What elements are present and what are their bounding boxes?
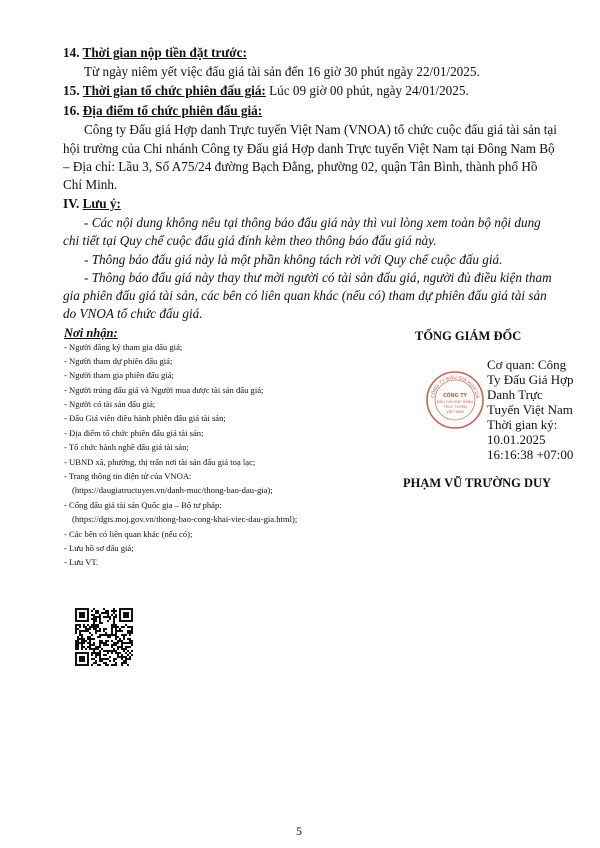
recipient-item: (https://dgts.moj.gov.vn/thong-bao-cong-khai-viec-dau-gia.html); [72, 514, 298, 524]
qr-code [75, 608, 133, 666]
section-14-heading [63, 44, 247, 61]
section-15-number: 15. [63, 83, 80, 98]
section-16-line-3: – Địa chỉ: Lầu 3, Số A75/24 đường Bạch Đằng, phường 02, quận Tân Bình, thành phố Hồ [63, 159, 538, 174]
note-1-line-2: chi tiết tại Quy chế cuộc đấu giá đính kèm theo thông báo đấu giá này. [63, 233, 437, 248]
section-16-title: Địa điểm tổ chức phiên đấu giá: [82, 103, 263, 118]
svg-text:CÔNG TY: CÔNG TY [443, 394, 467, 399]
note-3-line-3: do VNOA tổ chức đấu giá. [63, 306, 203, 321]
svg-text:VIỆT NAM: VIỆT NAM [446, 410, 464, 414]
recipient-item: - Lưu hồ sơ đấu giá; [64, 543, 134, 553]
recipient-item: - Người đăng ký tham gia đấu giá; [64, 342, 183, 352]
company-stamp [425, 370, 485, 430]
recipient-item: - Lưu VT. [64, 557, 99, 567]
recipient-item: - Địa điểm tổ chức phiên đấu giá tài sản; [64, 428, 204, 438]
section-16-heading [63, 102, 262, 119]
note-3-line-1: - Thông báo đấu giá này thay thư mời người có tài sản đấu giá, người đủ điều kiện tham [84, 270, 552, 285]
section-15-body: Lúc 09 giờ 00 phút, ngày 24/01/2025. [265, 83, 469, 98]
svg-text:TRỰC TUYẾN: TRỰC TUYẾN [443, 405, 467, 409]
sign-date: 10.01.2025 [487, 432, 546, 447]
section-iv-number: IV. [63, 196, 80, 211]
recipient-item: - Trang thông tin điện tử của VNOA: [64, 471, 192, 481]
recipient-item: - UBND xã, phường, thị trấn nơi tài sản đấu giá toạ lạc; [64, 457, 256, 467]
section-16-number: 16. [63, 103, 80, 118]
recipient-item: - Các bên có liên quan khác (nếu có); [64, 529, 193, 539]
note-2: - Thông báo đấu giá này là một phần không tách rời với Quy chế cuộc đấu giá. [84, 252, 503, 267]
section-iv-heading [63, 195, 121, 212]
signer-role: TỔNG GIÁM ĐỐC [415, 329, 522, 343]
signer-name: PHẠM VŨ TRƯỜNG DUY [403, 476, 552, 490]
section-14-number: 14. [63, 45, 80, 60]
recipients-title: Nơi nhận: [64, 326, 118, 340]
svg-text:ĐẤU GIÁ HỢP DANH: ĐẤU GIÁ HỢP DANH [436, 400, 474, 404]
recipient-item: - Người tham gia phiên đấu giá; [64, 370, 174, 380]
recipient-item: - Người trúng đấu giá và Người mua được tài sản đấu giá; [64, 385, 264, 395]
section-15 [63, 82, 469, 99]
sign-time: 16:16:38 +07:00 [487, 447, 574, 462]
recipient-item: - Tổ chức hành nghề đấu giá tài sản; [64, 442, 189, 452]
sign-agency-line-2: Ty Đấu Giá Hợp [487, 372, 574, 387]
recipient-item: - Cổng đấu giá tài sản Quốc gia – Bộ tư pháp: [64, 500, 222, 510]
svg-text:CÔNG TY ĐẤU GIÁ HỢP DANH: CÔNG TY ĐẤU GIÁ HỢP DA [431, 375, 479, 399]
recipient-item: - Người có tài sản đấu giá; [64, 399, 156, 409]
note-1-line-1: - Các nội dung không nêu tại thông báo đấu giá này thì vui lòng xem toàn bộ nội dung [84, 215, 541, 230]
recipient-item: (https://daugiatructuyen.vn/danh-muc/thong-bao-dau-gia); [72, 485, 273, 495]
section-16-line-2: hội trường của Chi nhánh Công ty Đấu giá Hợp danh Trực tuyến Việt Nam tại Đông Nam Bộ [63, 141, 555, 156]
sign-agency-line-1: Cơ quan: Công [487, 357, 567, 372]
sign-time-label: Thời gian ký: [487, 417, 558, 432]
section-14-title: Thời gian nộp tiền đặt trước: [82, 45, 247, 60]
section-iv-title: Lưu ý: [82, 196, 121, 211]
recipient-item: - Người tham dự phiên đấu giá; [64, 356, 173, 366]
section-15-title: Thời gian tổ chức phiên đấu giá: [82, 83, 266, 98]
section-14-body: Từ ngày niêm yết việc đấu giá tài sản đến 16 giờ 30 phút ngày 22/01/2025. [84, 64, 480, 79]
section-16-line-4: Chí Minh. [63, 177, 118, 192]
section-16-line-1: Công ty Đấu giá Hợp danh Trực tuyến Việt Nam (VNOA) tổ chức cuộc đấu giá tài sản tại [84, 122, 557, 137]
page-number: 5 [296, 824, 302, 838]
recipient-item: - Đấu Giá viên điều hành phiên đấu giá tài sản; [64, 413, 226, 423]
sign-agency-line-3: Danh Trực [487, 387, 543, 402]
sign-agency-line-4: Tuyến Việt Nam [487, 402, 573, 417]
note-3-line-2: gia phiên đấu giá tài sản, các bên có liên quan khác (nếu có) tham dự phiên đấu giá tài sản [63, 288, 547, 303]
